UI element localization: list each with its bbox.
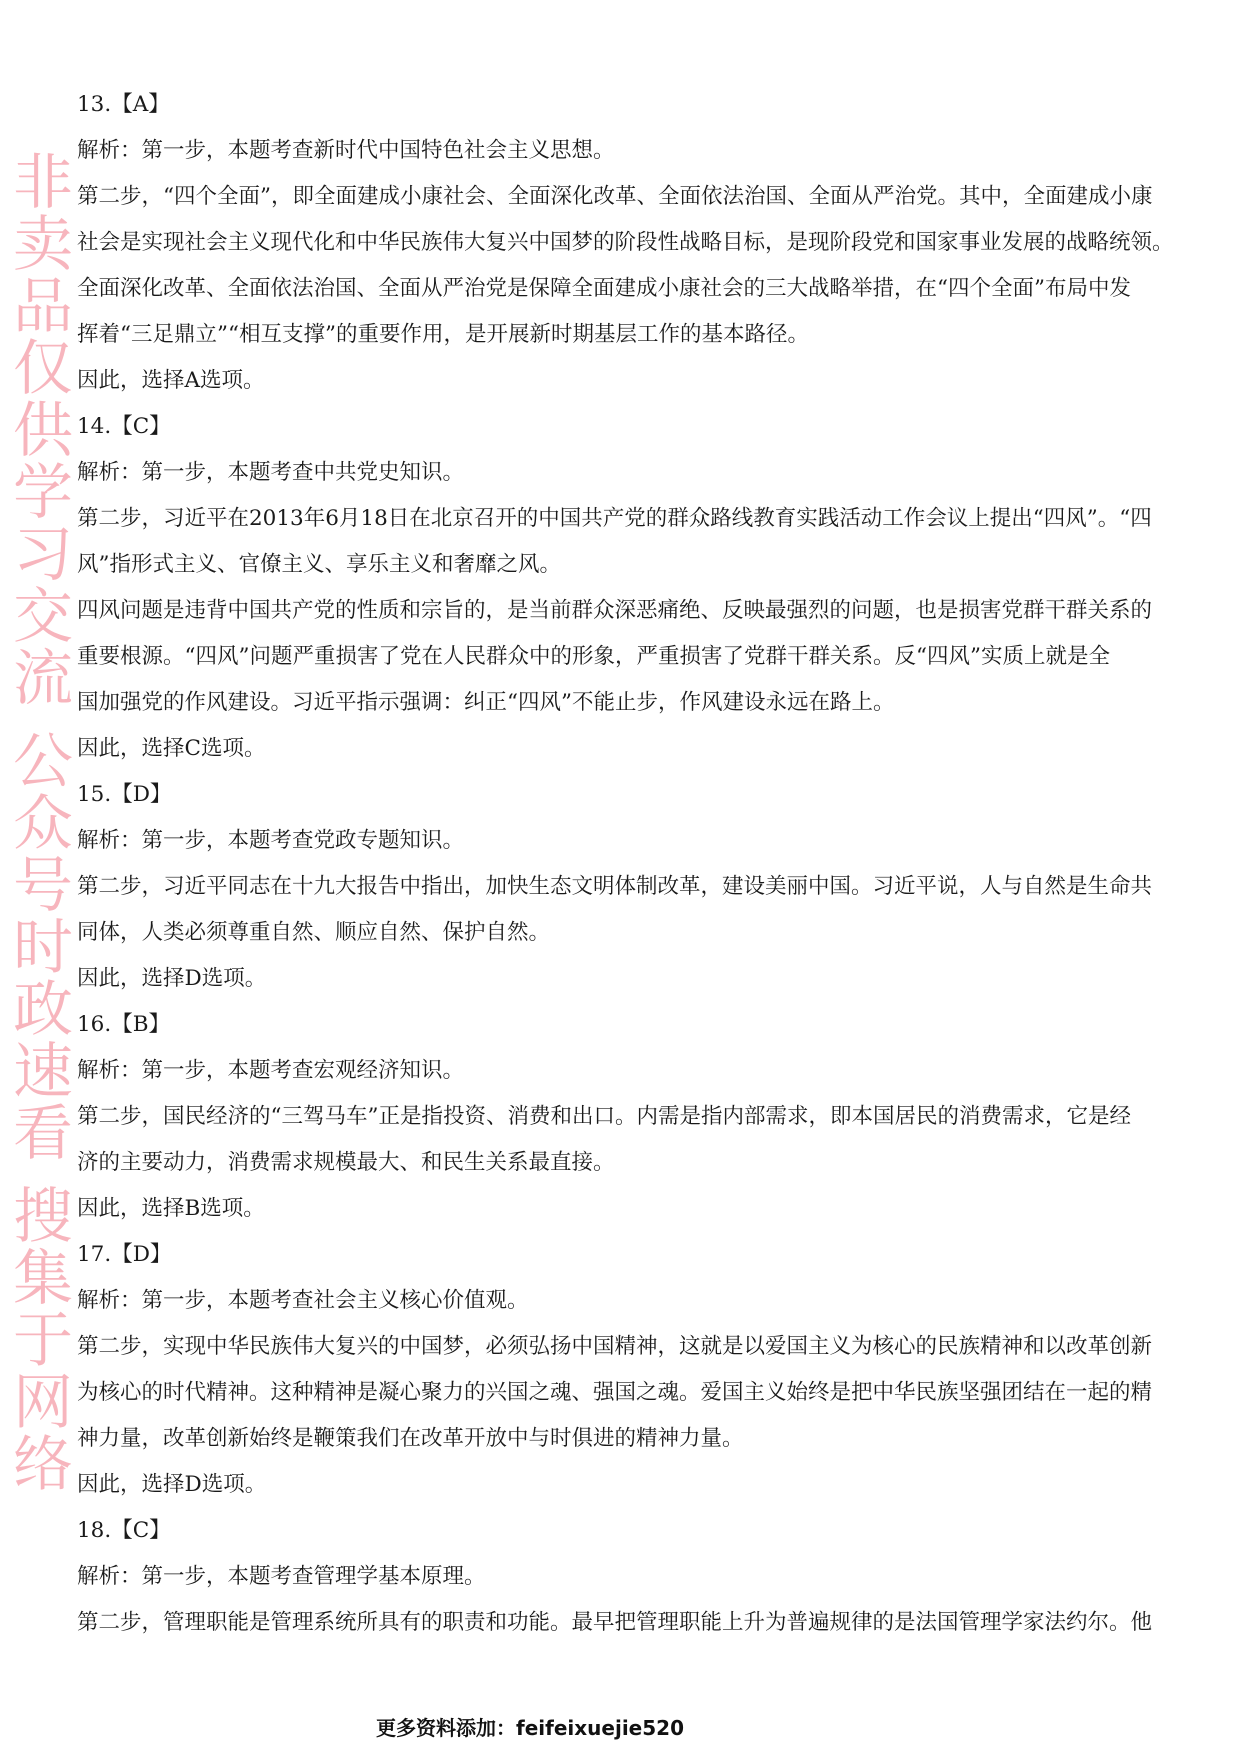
footer-contact: 更多资料添加：feifeixuejie520 xyxy=(376,1716,684,1740)
paragraph-line: 重要根源。“四风”问题严重损害了党在人民群众中的形象，严重损害了党群干群关系。反“四风”实质上就是全 xyxy=(77,644,1110,669)
paragraph-line: 因此，选择B选项。 xyxy=(77,1196,265,1221)
question-number: 14.【C】 xyxy=(77,414,171,439)
paragraph-line: 第二步，习近平在2013年6月18日在北京召开的中国共产党的群众路线教育实践活动工作会议上提出“四风”。“四 xyxy=(77,506,1152,531)
watermark: 非卖品仅供学习交流 公众号时政速看 搜集于网络 xyxy=(3,150,73,1495)
answer-section xyxy=(77,82,1227,404)
paragraph-line: 解析：第一步，本题考查社会主义核心价值观。 xyxy=(77,1288,529,1313)
paragraph-line: 因此，选择D选项。 xyxy=(77,1472,267,1497)
paragraph-line: 风”指形式主义、官僚主义、享乐主义和奢靡之风。 xyxy=(77,552,561,577)
question-number: 15.【D】 xyxy=(77,782,172,807)
question-number: 13.【A】 xyxy=(77,92,170,117)
paragraph-line: 解析：第一步，本题考查党政专题知识。 xyxy=(77,828,465,853)
document-body xyxy=(77,82,1227,1646)
paragraph-line: 第二步，“四个全面”，即全面建成小康社会、全面深化改革、全面依法治国、全面从严治党。其中，全面建成小康 xyxy=(77,184,1153,209)
answer-section xyxy=(77,1002,1227,1232)
paragraph-line: 为核心的时代精神。这种精神是凝心聚力的兴国之魂、强国之魂。爱国主义始终是把中华民族坚强团结在一起的精 xyxy=(77,1380,1153,1405)
paragraph-line: 因此，选择C选项。 xyxy=(77,736,266,761)
answer-section xyxy=(77,1232,1227,1508)
paragraph-line: 同体，人类必须尊重自然、顺应自然、保护自然。 xyxy=(77,920,551,945)
paragraph-line: 神力量，改革创新始终是鞭策我们在改革开放中与时俱进的精神力量。 xyxy=(77,1426,744,1451)
paragraph-line: 国加强党的作风建设。习近平指示强调：纠正“四风”不能止步，作风建设永远在路上。 xyxy=(77,690,895,715)
paragraph-line: 第二步，国民经济的“三驾马车”正是指投资、消费和出口。内需是指内部需求，即本国居民的消费需求，它是经 xyxy=(77,1104,1131,1129)
question-number: 18.【C】 xyxy=(77,1518,171,1543)
paragraph-line: 第二步，实现中华民族伟大复兴的中国梦，必须弘扬中国精神，这就是以爱国主义为核心的民族精神和以改革创新 xyxy=(77,1334,1153,1359)
paragraph-line: 第二步，管理职能是管理系统所具有的职责和功能。最早把管理职能上升为普遍规律的是法国管理学家法约尔。他 xyxy=(77,1610,1153,1635)
paragraph-line: 四风问题是违背中国共产党的性质和宗旨的，是当前群众深恶痛绝、反映最强烈的问题，也是损害党群干群关系的 xyxy=(77,598,1153,623)
answer-section xyxy=(77,772,1227,1002)
paragraph-line: 社会是实现社会主义现代化和中华民族伟大复兴中国梦的阶段性战略目标，是现阶段党和国家事业发展的战略统领。 xyxy=(77,230,1174,255)
paragraph-line: 全面深化改革、全面依法治国、全面从严治党是保障全面建成小康社会的三大战略举措，在“四个全面”布局中发 xyxy=(77,276,1131,301)
paragraph-line: 解析：第一步，本题考查新时代中国特色社会主义思想。 xyxy=(77,138,615,163)
answer-section xyxy=(77,1508,1227,1646)
question-number: 17.【D】 xyxy=(77,1242,172,1267)
paragraph-line: 济的主要动力，消费需求规模最大、和民生关系最直接。 xyxy=(77,1150,615,1175)
paragraph-line: 解析：第一步，本题考查中共党史知识。 xyxy=(77,460,465,485)
paragraph-line: 解析：第一步，本题考查管理学基本原理。 xyxy=(77,1564,486,1589)
paragraph-line: 解析：第一步，本题考查宏观经济知识。 xyxy=(77,1058,465,1083)
answer-section xyxy=(77,404,1227,772)
paragraph-line: 因此，选择A选项。 xyxy=(77,368,265,393)
paragraph-line: 因此，选择D选项。 xyxy=(77,966,267,991)
paragraph-line: 挥着“三足鼎立”“相互支撑”的重要作用，是开展新时期基层工作的基本路径。 xyxy=(77,322,809,347)
question-number: 16.【B】 xyxy=(77,1012,170,1037)
paragraph-line: 第二步，习近平同志在十九大报告中指出，加快生态文明体制改革，建设美丽中国。习近平说，人与自然是生命共 xyxy=(77,874,1153,899)
